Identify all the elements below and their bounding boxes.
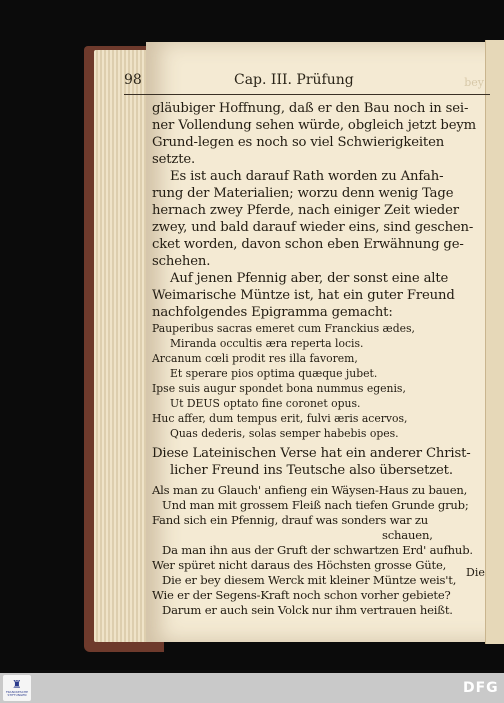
latin-line: Arcanum cœli prodit res illa favorem,	[152, 352, 358, 365]
text-line: Weimarische Müntze ist, hat ein guter Freund	[152, 288, 455, 303]
latin-line: Quas dederis, solas semper habebis opes.	[170, 427, 399, 440]
latin-line: Miranda occultis æra reperta locis.	[170, 337, 364, 350]
running-title: Cap. III. Prüfung	[234, 72, 354, 88]
text-line: setzte.	[152, 152, 196, 167]
text-line: Auf jenen Pfennig aber, der sonst eine alte	[170, 271, 449, 286]
text-line: rung der Materialien; worzu denn wenig Tage	[152, 186, 454, 201]
text-line: zwey, und bald darauf wieder eins, sind geschen-	[152, 220, 474, 235]
text-line: nachfolgendes Epigramma gemacht:	[152, 305, 393, 320]
text-line: ner Vollendung sehen würde, obgleich jetzt beym	[152, 118, 477, 133]
verse-line: Als man zu Glauch' anfieng ein Wäysen-Haus zu bauen,	[152, 483, 468, 497]
text-line: cket worden, davon schon eben Erwähnung ge-	[152, 237, 464, 252]
verse-line: Und man mit grossem Fleiß nach tiefen Grunde grub;	[162, 498, 469, 512]
text-line: Grund-legen es noch so viel Schwierigkeiten	[152, 135, 445, 150]
text-line: gläubiger Hoffnung, daß er den Bau noch in sei-	[152, 101, 469, 116]
text-line: licher Freund ins Teutsche also übersetzet.	[170, 463, 453, 478]
verse-line: Da man ihn aus der Gruft der schwartzen Erd' aufhub.	[162, 543, 473, 557]
page-number: 98	[124, 72, 142, 88]
dfg-logo[interactable]: DFG	[463, 680, 499, 696]
verse-line: schauen,	[382, 528, 433, 542]
header-rule	[124, 94, 490, 95]
latin-line: Et sperare pios optima quæque jubet.	[170, 367, 378, 380]
verse-line: Wer spüret nicht daraus des Höchsten grosse Güte,	[152, 558, 447, 572]
verse-line: Darum er auch sein Volck nur ihm vertrauen heißt.	[162, 603, 453, 617]
franckesche-stiftungen-logo[interactable]	[3, 675, 31, 701]
catchword: Die	[466, 566, 485, 579]
text-line: Es ist auch darauf Rath worden zu Anfah-	[170, 169, 444, 184]
verse-line: Fand sich ein Pfennig, drauf was sonders war zu	[152, 513, 429, 527]
verse-line: Die er bey diesem Werck mit kleiner Müntze weis't,	[162, 573, 457, 587]
latin-line: Ut DEUS optato fine coronet opus.	[170, 397, 361, 410]
facing-page-ghost-text: bey	[464, 76, 484, 89]
page-text	[152, 100, 488, 618]
logo-text: FRANCKESCHE STIFTUNGEN	[5, 690, 29, 697]
latin-line: Huc affer, dum tempus erit, fulvi æris acervos,	[152, 412, 408, 425]
verse-line: Wie er der Segens-Kraft noch schon vorher gebiete?	[152, 588, 451, 602]
latin-line: Pauperibus sacras emeret cum Franckius ædes,	[152, 322, 415, 335]
viewer-footer-bar	[0, 673, 504, 703]
text-line: Diese Lateinischen Verse hat ein anderer Christ-	[152, 446, 471, 461]
tower-icon: ♜	[12, 678, 22, 691]
text-line: schehen.	[152, 254, 211, 269]
latin-line: Ipse suis augur spondet bona nummus egenis,	[152, 382, 406, 395]
text-line: hernach zwey Pferde, nach einiger Zeit wieder	[152, 203, 459, 218]
